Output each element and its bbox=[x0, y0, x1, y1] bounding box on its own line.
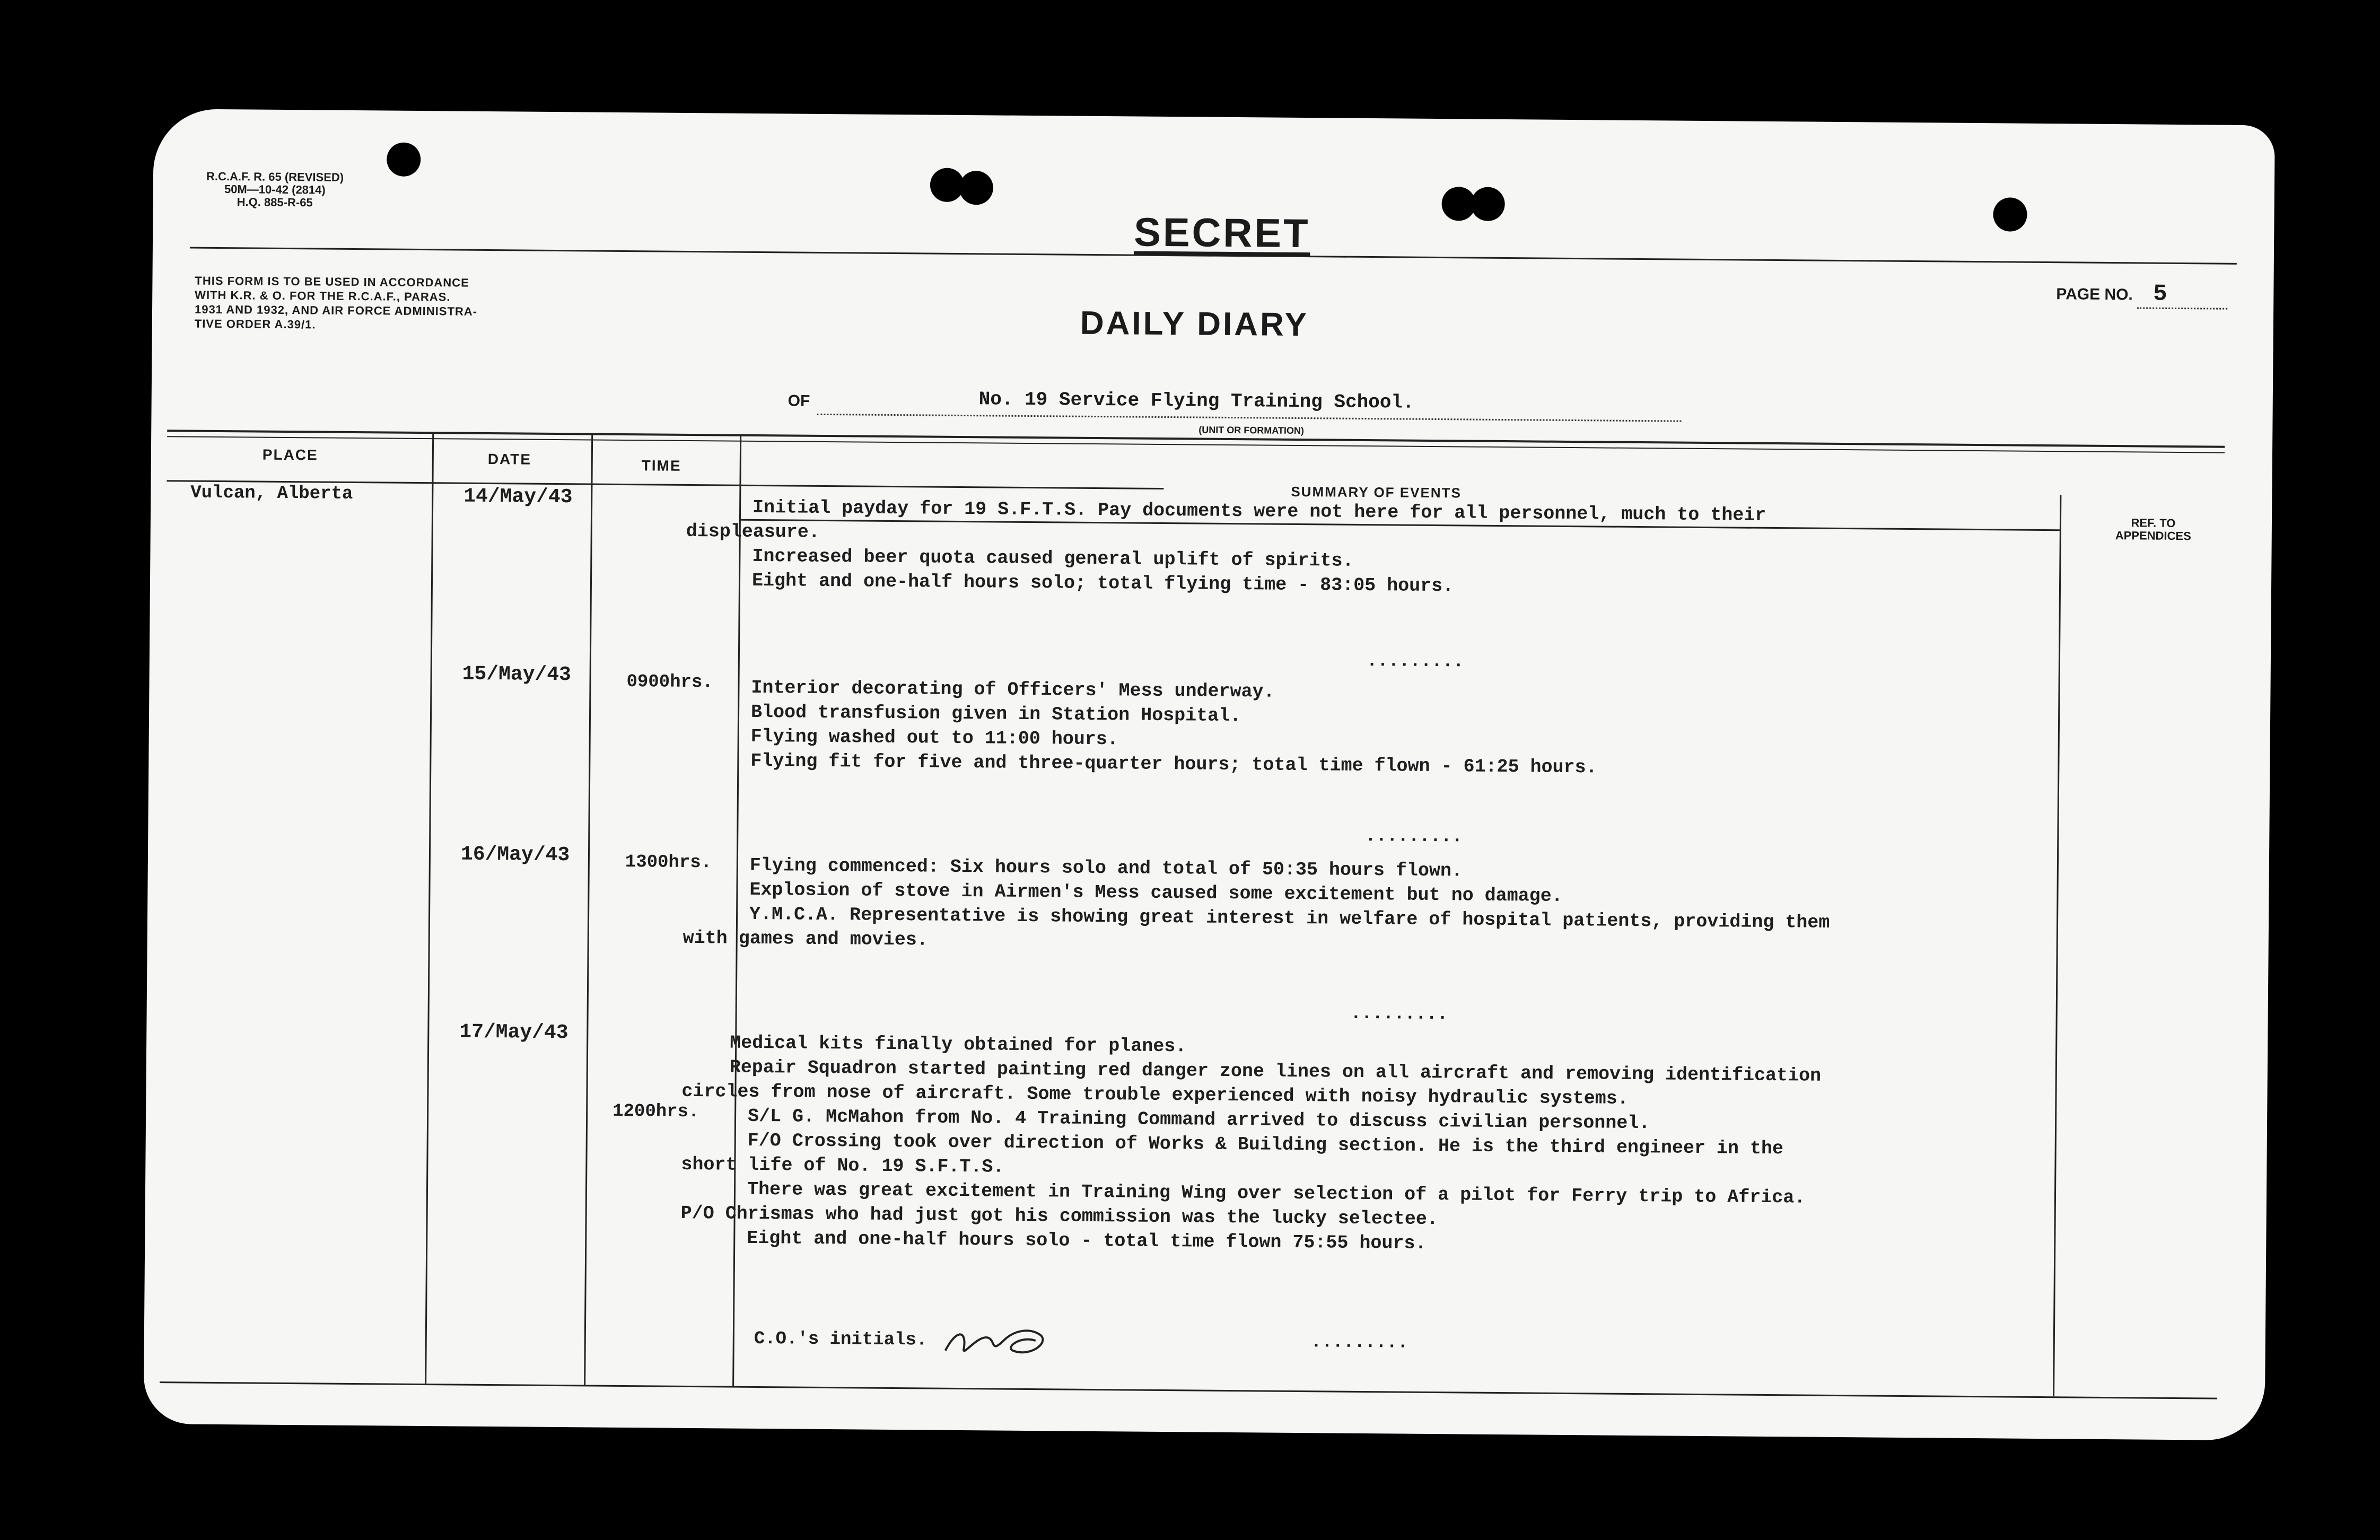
entry-date: 15/May/43 bbox=[462, 662, 572, 687]
entry-time: 0900hrs. bbox=[626, 672, 713, 693]
form-note: THIS FORM IS TO BE USED IN ACCORDANCE WITH K.R. & O. FOR THE R.C.A.F., PARAS. 1931 AND 1932, AND AIR FORCE ADMINISTRA- TIVE ORDER A.39/1. bbox=[194, 274, 478, 331]
entry-date: 14/May/43 bbox=[463, 485, 573, 509]
summary-line: Initial payday for 19 S.F.T.S. Pay documents were not here for all personnel, much to their bbox=[752, 496, 1766, 526]
summary-line: Explosion of stove in Airmen's Mess caused some excitement but no damage. bbox=[749, 879, 1563, 907]
entry-separator: ......... bbox=[1350, 1003, 1448, 1025]
page-number-value: 5 bbox=[2137, 281, 2227, 309]
unit-label: (UNIT OR FORMATION) bbox=[1198, 424, 1305, 436]
entry-time: 1200hrs. bbox=[612, 1101, 699, 1123]
summary-line: Blood transfusion given in Station Hospital. bbox=[750, 701, 1241, 727]
summary-line: displeasure. bbox=[686, 520, 820, 543]
entry-summary bbox=[683, 853, 2031, 961]
table-bottom-rule bbox=[160, 1381, 2217, 1399]
punch-hole bbox=[959, 171, 994, 205]
entry-time: 1300hrs. bbox=[625, 852, 712, 873]
summary-line: Flying fit for five and three-quarter hours; total time flown - 61:25 hours. bbox=[750, 750, 1597, 778]
punch-hole bbox=[387, 142, 421, 177]
classification-stamp: SECRET bbox=[1133, 209, 1310, 257]
summary-line: circles from nose of aircraft. Some trouble experienced with noisy hydraulic systems. bbox=[681, 1080, 1629, 1109]
summary-line: Interior decorating of Officers' Mess underway. bbox=[751, 677, 1275, 703]
punch-hole bbox=[1993, 197, 2027, 232]
column-divider-date bbox=[584, 434, 593, 1386]
entry-summary bbox=[684, 675, 2032, 783]
entry-date: 16/May/43 bbox=[460, 843, 570, 867]
column-divider-place bbox=[425, 433, 434, 1385]
summary-line: Medical kits finally obtained for planes. bbox=[730, 1032, 1187, 1057]
summary-line: F/O Crossing took over direction of Works & Building section. He is the third engineer in the bbox=[747, 1130, 1784, 1160]
summary-line: Eight and one-half hours solo; total flying time - 83:05 hours. bbox=[751, 570, 1454, 597]
summary-line: Eight and one-half hours solo - total time flown 75:55 hours. bbox=[747, 1227, 1427, 1254]
entry-summary bbox=[686, 495, 2033, 603]
column-divider-ref bbox=[2053, 495, 2061, 1396]
page-number-label: PAGE NO. bbox=[2056, 285, 2133, 304]
diary-page bbox=[144, 109, 2275, 1440]
signature-label: C.O.'s initials. bbox=[754, 1328, 928, 1351]
signature-block bbox=[754, 1317, 1052, 1362]
entry-separator: ......... bbox=[1366, 651, 1464, 672]
page-number bbox=[2056, 280, 2227, 310]
summary-line: Y.M.C.A. Representative is showing great interest in welfare of hospital patients, providing them bbox=[749, 903, 1830, 933]
column-header-ref: REF. TO APPENDICES bbox=[2115, 516, 2191, 543]
summary-line: Flying commenced: Six hours solo and total of 50:35 hours flown. bbox=[749, 854, 1463, 882]
summary-line: with games and movies. bbox=[682, 927, 928, 951]
summary-line: S/L G. McMahon from No. 4 Training Command arrived to discuss civilian personnel. bbox=[747, 1105, 1650, 1134]
summary-line: short life of No. 19 S.F.T.S. bbox=[681, 1153, 1004, 1178]
summary-line: There was great excitement in Training Wing over selection of a pilot for Ferry trip to Africa. bbox=[747, 1178, 1806, 1209]
summary-line: Repair Squadron started painting red danger zone lines on all aircraft and removing identification bbox=[729, 1056, 1822, 1087]
entry-separator: ......... bbox=[1310, 1332, 1408, 1353]
unit-line bbox=[817, 414, 1682, 422]
entry-date: 17/May/43 bbox=[459, 1020, 568, 1045]
column-header-date: DATE bbox=[487, 450, 532, 468]
co-initials-signature bbox=[940, 1319, 1052, 1362]
entry-summary bbox=[680, 1030, 2029, 1261]
entry-separator: ......... bbox=[1365, 826, 1463, 847]
column-header-time: TIME bbox=[641, 457, 681, 474]
summary-line: Increased beer quota caused general uplift of spirits. bbox=[752, 545, 1354, 572]
punch-hole bbox=[1471, 187, 1505, 222]
unit-name: No. 19 Service Flying Training School. bbox=[978, 388, 1414, 414]
summary-line: P/O Chrismas who had just got his commission was the lucky selectee. bbox=[680, 1202, 1439, 1230]
of-label: OF bbox=[788, 392, 810, 410]
form-reference: R.C.A.F. R. 65 (REVISED) 50M—10-42 (2814) H.Q. 885-R-65 bbox=[206, 169, 344, 209]
place-cell: Vulcan, Alberta bbox=[190, 483, 353, 504]
page-title: DAILY DIARY bbox=[1080, 304, 1309, 344]
summary-line: Flying washed out to 11:00 hours. bbox=[750, 725, 1118, 750]
column-header-summary: SUMMARY OF EVENTS bbox=[1291, 483, 1462, 501]
column-header-place: PLACE bbox=[262, 446, 318, 463]
